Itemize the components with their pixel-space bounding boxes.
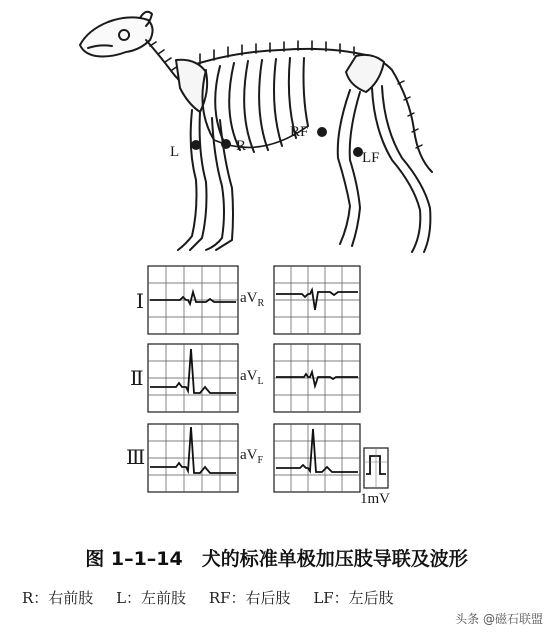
label-left-hind: LF (362, 150, 380, 166)
lead-label-aVL: $aV_L$ (240, 368, 264, 387)
ecg-panel-III (148, 424, 238, 492)
label-right-fore: R (236, 138, 247, 154)
legend-item-LF: LF：左后肢 (313, 589, 394, 607)
lead-label-II: Ⅱ (130, 368, 144, 390)
dog-skeleton-icon (80, 12, 432, 252)
ecg-panel-aVR (274, 266, 360, 334)
legend-item-L: L：左前肢 (116, 589, 187, 607)
lead-label-I: Ⅰ (136, 291, 144, 313)
lead-label-aVF: $aV_F$ (240, 447, 264, 466)
ecg-panel-II (148, 344, 238, 412)
legend-item-RF: RF：右后肢 (208, 589, 291, 607)
legend-item-R: R：右前肢 (22, 589, 94, 607)
label-left-fore: L (170, 144, 180, 160)
lead-label-III: Ⅲ (126, 447, 146, 469)
ecg-panel-aVF (274, 424, 360, 492)
watermark: 头条 @磁石联盟 (455, 612, 543, 626)
ecg-panel-I (148, 266, 238, 334)
figure-caption: 图 1–1–14 犬的标准单极加压肢导联及波形 (85, 548, 468, 570)
lead-label-aVR: $aV_R$ (240, 290, 265, 309)
calibration-label: 1mV (360, 491, 390, 507)
ecg-panel-aVL (274, 344, 360, 412)
legend (22, 587, 412, 608)
calibration-pulse-icon (364, 448, 388, 488)
label-right-hind: RF (290, 124, 309, 140)
